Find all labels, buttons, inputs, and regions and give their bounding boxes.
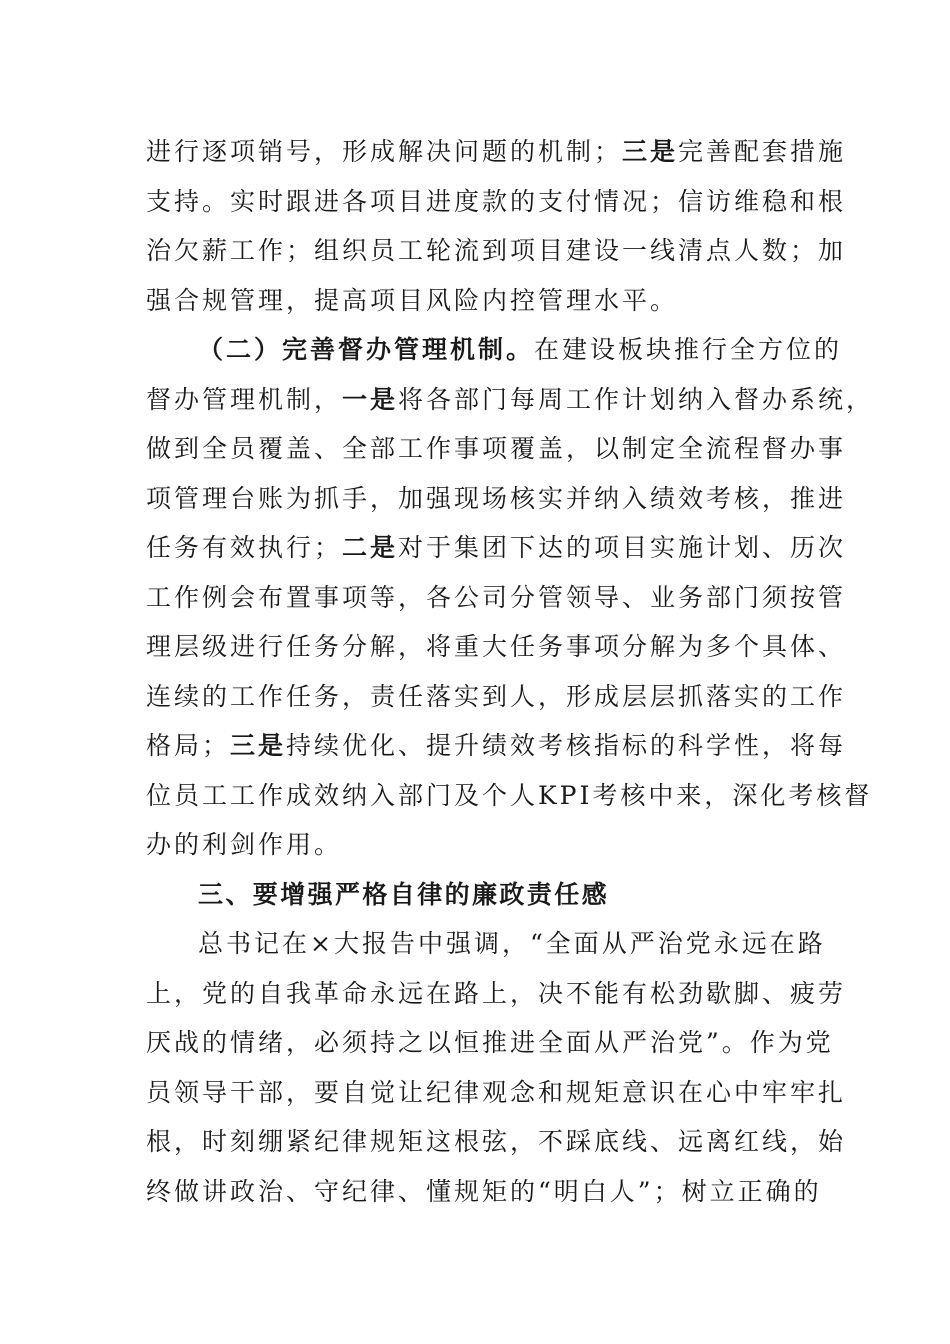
bold-text-segment: 二是 [342, 533, 399, 562]
text-segment: 终做讲政治、守纪律、懂规矩的“明白人”；树立正确的 [146, 1176, 822, 1206]
paragraph-line [146, 276, 811, 326]
paragraph-line [146, 622, 847, 672]
paragraph-line [146, 424, 847, 474]
text-segment: 强合规管理，提高项目风险内控管理水平。 [146, 285, 679, 315]
text-segment: 将各部门每周工作计划纳入督办系统， [398, 384, 875, 414]
section-heading [146, 870, 811, 920]
paragraph-line [146, 721, 847, 771]
paragraph-line [146, 226, 847, 276]
text-segment: 办的利剑作用。 [146, 830, 343, 859]
bold-text-segment: 三是 [230, 731, 287, 760]
paragraph-line [146, 919, 826, 969]
text-segment: 员领导干部，要自觉让纪律观念和规矩意识在心中牢牢扎 [146, 1077, 847, 1107]
bold-text-segment: 一是 [342, 384, 399, 414]
bold-text-segment: 三是 [622, 137, 679, 166]
text-segment: 连续的工作任务，责任落实到人，形成层层抓落实的工作 [146, 681, 847, 711]
paragraph-line [146, 325, 843, 375]
paragraph-line [146, 523, 847, 573]
paragraph-line [146, 177, 847, 227]
text-segment: 完善配套措施 [678, 137, 847, 166]
paragraph-line [146, 127, 847, 177]
text-segment: 项管理台账为抓手，加强现场核实并纳入绩效考核，推进 [146, 483, 847, 513]
text-segment: 在建设板块推行全方位的 [534, 335, 843, 364]
bold-text-segment: （二）完善督办管理机制。 [198, 335, 535, 364]
text-segment: 治欠薪工作；组织员工轮流到项目建设一线清点人数；加 [146, 236, 847, 265]
text-segment: 厌战的情绪，必须持之以恒推进全面从严治党”。作为党 [146, 1028, 834, 1057]
paragraph-line [146, 1167, 822, 1217]
paragraph-line [146, 771, 873, 821]
text-segment: 任务有效执行； [146, 533, 343, 562]
text-segment: 督办管理机制， [146, 384, 343, 414]
text-segment: 理层级进行任务分解，将重大任务事项分解为多个具体、 [146, 632, 847, 661]
paragraph-line [146, 1117, 847, 1167]
paragraph-line [146, 969, 847, 1019]
text-segment: 位员工工作成效纳入部门及个人KPI考核中来，深化考核督 [146, 780, 873, 810]
text-segment: 做到全员覆盖、全部工作事项覆盖，以制定全流程督办事 [146, 434, 847, 463]
paragraph-line [146, 1068, 847, 1118]
paragraph-line [146, 672, 847, 722]
text-segment: 进行逐项销号，形成解决问题的机制； [146, 137, 623, 166]
text-segment: 对于集团下达的项目实施计划、历次 [398, 533, 847, 562]
text-segment: 持续优化、提升绩效考核指标的科学性，将每 [286, 731, 847, 760]
paragraph-line [146, 375, 875, 425]
text-segment: 三、要增强严格自律的廉政责任感 [198, 879, 610, 909]
document-page [146, 127, 875, 1216]
text-segment: 根，时刻绷紧纪律规矩这根弦，不踩底线、远离红线，始 [146, 1127, 847, 1156]
paragraph-line [146, 820, 811, 870]
text-segment: 上，党的自我革命永远在路上，决不能有松劲歇脚、疲劳 [146, 978, 847, 1008]
paragraph-line [146, 573, 847, 623]
text-segment: 支持。实时跟进各项目进度款的支付情况；信访维稳和根 [146, 186, 847, 216]
text-segment: 格局； [146, 731, 231, 760]
text-segment: 总书记在×大报告中强调，“全面从严治党永远在路 [198, 929, 826, 958]
paragraph-line [146, 1018, 834, 1068]
paragraph-line [146, 474, 847, 524]
text-segment: 工作例会布置事项等，各公司分管领导、业务部门须按管 [146, 582, 847, 612]
